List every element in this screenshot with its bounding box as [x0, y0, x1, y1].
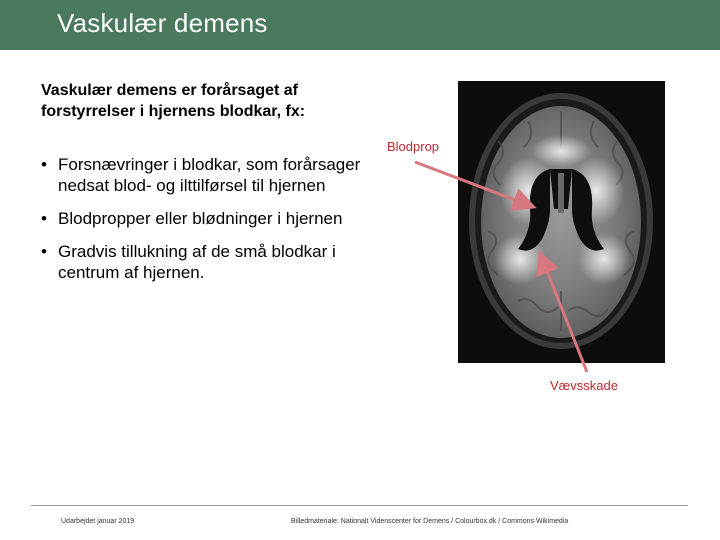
- bullet-marker: •: [41, 155, 47, 174]
- bullet-item: [41, 241, 391, 283]
- bullet-text: Forsnævringer i blodkar, som forårsager nedsat blod- og ilttilførsel til hjernen: [58, 155, 361, 195]
- intro-text: Vaskulær demens er forårsaget af forstyrrelser i hjernens blodkar, fx:: [41, 82, 306, 120]
- title-bar: [0, 0, 720, 50]
- brain-scan-drawing: [458, 81, 665, 363]
- bullet-text: Gradvis tillukning af de små blodkar i centrum af hjernen.: [58, 242, 336, 282]
- bullet-item: [41, 208, 391, 229]
- footer-divider: [31, 505, 688, 506]
- slide-title: Vaskulær demens: [57, 8, 268, 38]
- blodprop-label: Blodprop: [387, 139, 440, 154]
- brain-mri-image: [458, 81, 665, 363]
- bullet-marker: •: [41, 242, 47, 261]
- bullet-list: [41, 154, 391, 295]
- bullet-item: [41, 154, 391, 196]
- bullet-text: Blodpropper eller blødninger i hjernen: [58, 209, 343, 228]
- footer-date: Udarbejdet januar 2019: [61, 518, 135, 525]
- footer-credits: Billedmateriale: Nationalt Videnscenter for Demens / Colourbox.dk / Commons Wikimedia: [291, 518, 569, 525]
- vaevsskade-label: Vævsskade: [550, 378, 618, 393]
- bullet-marker: •: [41, 209, 47, 228]
